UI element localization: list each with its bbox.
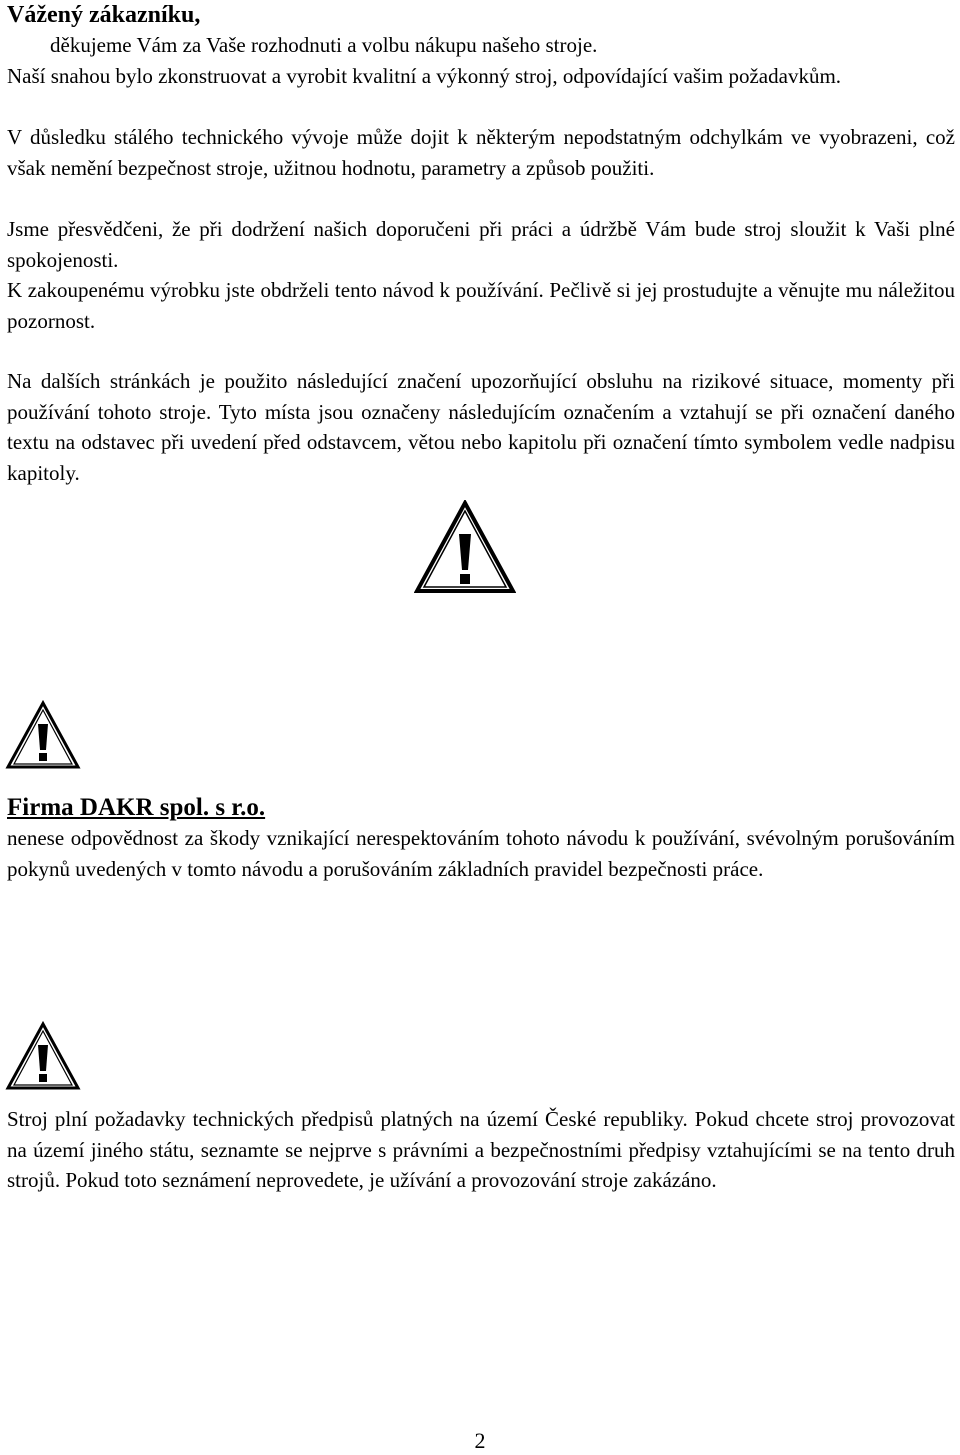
regulations-paragraph: Stroj plní požadavky technických předpisů platných na území České republiky. Pokud chcete stroj provozovat na území jiného státu, seznamte se nejprve s právními a bezpečnostními předpisy vztahujícími se na tento druh strojů. Pokud toto seznámení neprovedete, je užívání a provozování stroje zakázáno. (7, 1107, 955, 1192)
greeting-heading: Vážený zákazníku, (7, 2, 201, 28)
page-number: 2 (474, 1428, 486, 1453)
intro-thanks-line: děkujeme Vám za Vaše rozhodnuti a volbu nákupu našeho stroje. (50, 33, 598, 57)
firm-name-heading: Firma DAKR spol. s r.o. (7, 794, 266, 821)
development-paragraph: V důsledku stálého technického vývoje může dojit k některým nepodstatným odchylkám ve vyobrazeni, což však nemění bezpečnost stroje, užitnou hodnotu, parametry a způsob použiti. (7, 125, 955, 180)
manual-paragraph: K zakoupenému výrobku jste obdrželi tento návod k používání. Pečlivě si jej prostudujte a věnujte mu náležitou pozornost. (7, 278, 955, 333)
warning-triangle-icon (414, 500, 516, 594)
recommendations-paragraph: Jsme přesvědčeni, že při dodržení našich doporučeni při práci a údržbě Vám bude stroj sloužit k Vaši plné spokojenosti. (7, 217, 955, 272)
warning-triangle-icon (5, 700, 81, 770)
warning-triangle-icon (5, 1021, 81, 1091)
intro-goal-paragraph: Naší snahou bylo zkonstruovat a vyrobit kvalitní a výkonný stroj, odpovídající vašim požadavkům. (7, 64, 842, 88)
liability-paragraph: nenese odpovědnost za škody vznikající nerespektováním tohoto návodu k používání, svévolným porušováním pokynů uvedených v tomto návodu a porušováním základních pravidel bezpečnosti práce. (7, 826, 955, 881)
symbols-paragraph: Na dalších stránkách je použito následující značení upozorňující obsluhu na rizikové situace, momenty při používání tohoto stroje. Tyto místa jsou označeny následujícím označením a vztahují se při označení daného textu na odstavec při uvedení před odstavcem, větou nebo kapitolu při označení tímto symbolem vedle nadpisu kapitoly. (7, 369, 955, 485)
